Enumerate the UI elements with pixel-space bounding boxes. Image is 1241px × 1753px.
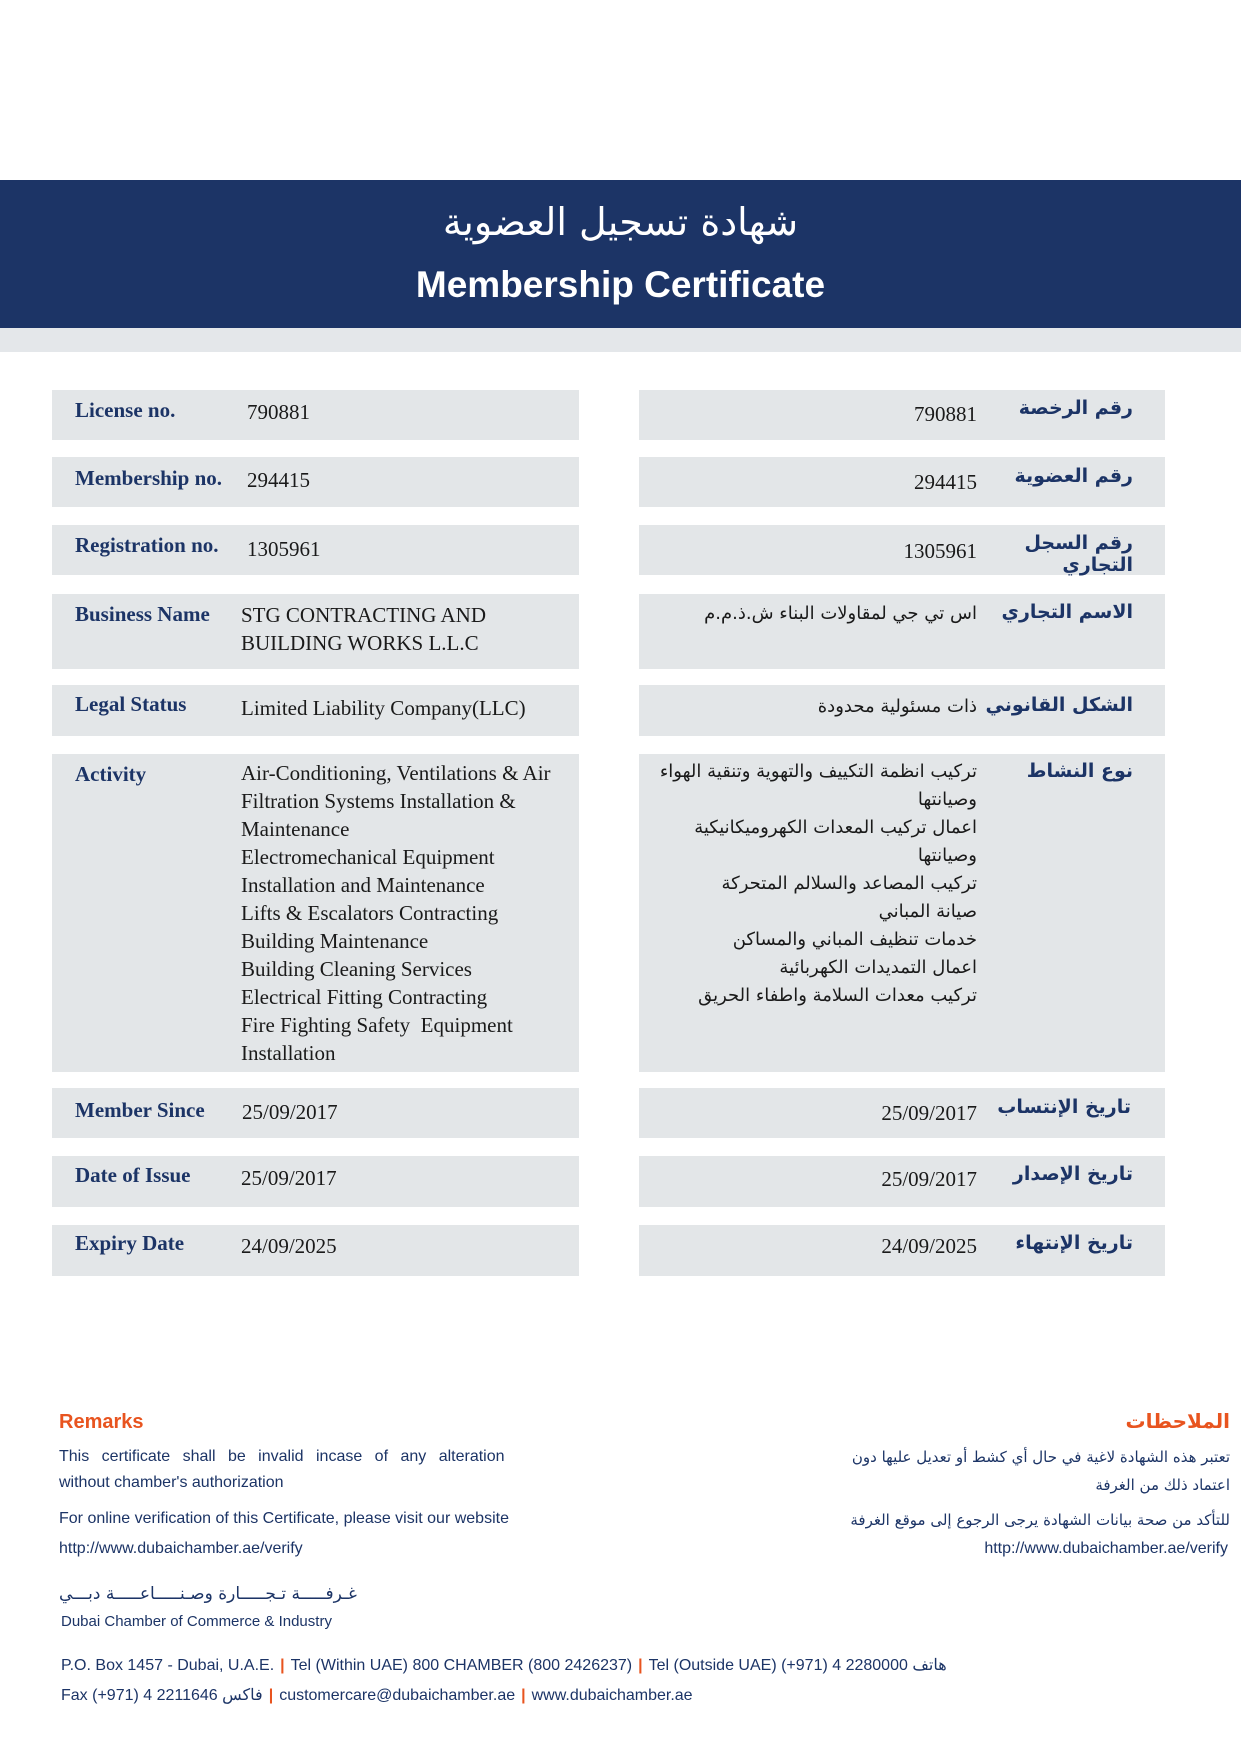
membership-label: Membership no.: [75, 466, 222, 490]
chamber-name-ar: غـرفـــــة تـجـــــارة وصـنـــــاعـــــة دبـــي: [59, 1584, 357, 1604]
registration-label-ar: رقم السجل التجاري: [1024, 532, 1133, 576]
separator: |: [521, 1687, 526, 1704]
legal-status-label-ar: الشكل القانوني: [985, 694, 1133, 716]
license-label-ar: رقم الرخصة: [1018, 397, 1133, 419]
remarks-heading-ar: الملاحظات: [1125, 1409, 1230, 1433]
license-value-ar: 790881: [914, 402, 977, 426]
contact-line-2: [61, 1685, 693, 1705]
date-of-issue-label-ar: تاريخ الإصدار: [1012, 1163, 1133, 1185]
license-label: License no.: [75, 398, 176, 422]
separator: |: [280, 1657, 285, 1674]
expiry-date-value: 24/09/2025: [241, 1234, 337, 1258]
remarks-line-1-ar: تعتبر هذه الشهادة لاغية في حال أي كشط أو تعديل عليها دون: [851, 1448, 1230, 1466]
separator: |: [638, 1657, 643, 1674]
expiry-date-label: Expiry Date: [75, 1231, 185, 1255]
certificate-title: Membership Certificate: [415, 264, 826, 305]
remarks-heading: Remarks: [59, 1411, 144, 1433]
business-name-label: Business Name: [75, 602, 210, 626]
header-divider: [0, 328, 1241, 352]
tel-outside: Tel (Outside UAE) (+971) 4 2280000 هاتف: [648, 1657, 947, 1674]
business-name-value-ar: اس تي جي لمقاولات البناء ش.ذ.م.م: [704, 603, 977, 624]
verify-url-ar[interactable]: http://www.dubaichamber.ae/verify: [984, 1540, 1228, 1557]
license-value: 790881: [247, 400, 310, 424]
website-link[interactable]: www.dubaichamber.ae: [531, 1687, 693, 1704]
certificate-title-arabic: شهادة تسجيل العضوية: [442, 200, 799, 244]
registration-value: 1305961: [247, 537, 321, 561]
verify-url[interactable]: http://www.dubaichamber.ae/verify: [59, 1540, 303, 1557]
separator: |: [268, 1687, 274, 1704]
email-link[interactable]: customercare@dubaichamber.ae: [279, 1687, 516, 1704]
membership-label-ar: رقم العضوية: [1014, 465, 1133, 487]
member-since-label: Member Since: [75, 1098, 205, 1122]
member-since-value: 25/09/2017: [242, 1100, 338, 1124]
business-name-label-ar: الاسم التجاري: [1001, 601, 1133, 623]
membership-value-ar: 294415: [914, 470, 977, 494]
activity-value: Air-Conditioning, Ventilations & Air Filtration Systems Installation & Maintenance Electromechanical Equipment Installation and Maintenance Lifts & Escalators Contracting Building Maintenance Building Cleaning Services Electrical Fitting Contracting Fire Fighting Safety Equipment Installation: [241, 761, 551, 1065]
activity-label-ar: نوع النشاط: [1026, 760, 1133, 782]
date-of-issue-value-ar: 25/09/2017: [881, 1167, 977, 1191]
tel-within: Tel (Within UAE) 800 CHAMBER (800 2426237): [290, 1657, 633, 1674]
legal-status-value: Limited Liability Company(LLC): [241, 696, 526, 720]
registration-label: Registration no.: [75, 533, 219, 557]
address: P.O. Box 1457 - Dubai, U.A.E.: [61, 1657, 275, 1674]
verify-text: For online verification of this Certificate, please visit our website: [59, 1510, 509, 1527]
fax: Fax (+971) 4 2211646 فاكس: [61, 1687, 263, 1704]
date-of-issue-value: 25/09/2017: [241, 1166, 337, 1190]
activity-value-ar: تركيب انظمة التكييف والتهوية وتنقية الهواء وصيانتها اعمال تركيب المعدات الكهروميكانيكية وصيانتها تركيب المصاعد والسلالم المتحركة صيانة المباني خدمات تنظيف المباني والمساكن اعمال التمديدات الكهربائية تركيب معدات السلامة واطفاء الحريق: [659, 761, 977, 1006]
contact-line-1: [61, 1655, 947, 1675]
date-of-issue-label: Date of Issue: [75, 1163, 191, 1187]
member-since-value-ar: 25/09/2017: [881, 1101, 977, 1125]
remarks-line-2: without chamber's authorization: [59, 1474, 284, 1491]
activity-label: Activity: [75, 762, 147, 786]
expiry-date-label-ar: تاريخ الإنتهاء: [1015, 1232, 1133, 1254]
legal-status-value-ar: ذات مسئولية محدودة: [817, 696, 977, 717]
legal-status-label: Legal Status: [75, 692, 187, 716]
remarks-line-2-ar: اعتماد ذلك من الغرفة: [1095, 1476, 1230, 1494]
registration-value-ar: 1305961: [903, 539, 977, 563]
verify-text-ar: للتأكد من صحة بيانات الشهادة يرجى الرجوع إلى موقع الغرفة: [850, 1511, 1230, 1529]
membership-value: 294415: [247, 468, 310, 492]
expiry-date-value-ar: 24/09/2025: [881, 1234, 977, 1258]
business-name-value: STG CONTRACTING AND BUILDING WORKS L.L.C: [241, 603, 487, 655]
chamber-name: Dubai Chamber of Commerce & Industry: [61, 1613, 332, 1630]
member-since-label-ar: تاريخ الإنتساب: [997, 1096, 1131, 1118]
remarks-line-1: This certificate shall be invalid incase of any alteration: [59, 1448, 505, 1465]
